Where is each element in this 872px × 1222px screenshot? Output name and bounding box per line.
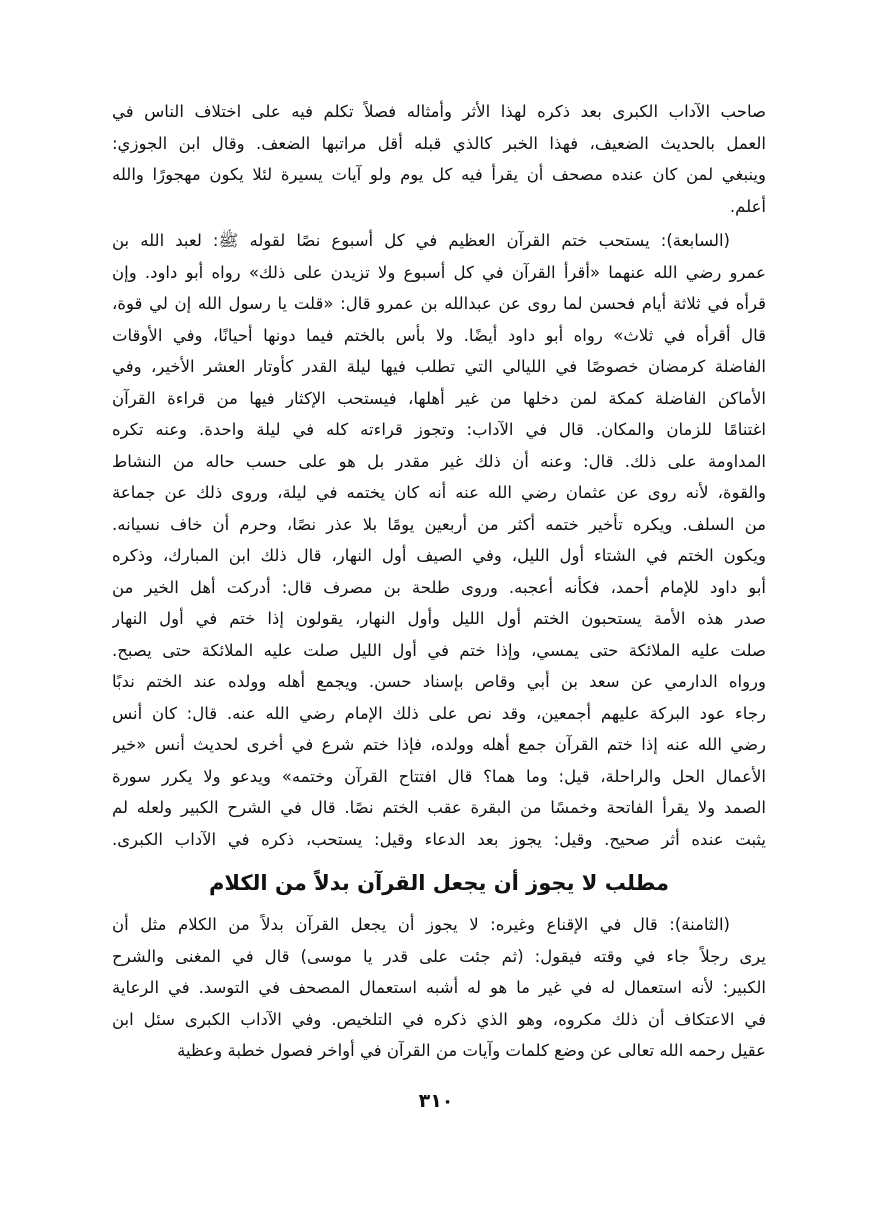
- text-line: الكبير: لأنه استعمال له في غير ما هو له أشبه استعمال المصحف في التوسد. في الرعاية: [112, 978, 766, 997]
- text-line: قرأه في ثلاثة أيام فحسن لما روى عن عبدالله بن عمرو قال: «قلت يا رسول الله إن لي قوة،: [112, 294, 766, 313]
- text-line: (الثامنة): قال في الإقناع وغيره: لا يجوز أن يجعل القرآن بدلاً من الكلام مثل أن: [112, 915, 730, 934]
- paragraph-3: [112, 909, 766, 1067]
- text-line: رضي الله عنه إذا ختم القرآن جمع أهله وولده، فإذا ختم شرع في أخرى لحديث أنس «خير: [112, 735, 766, 754]
- text-line: اغتنامًا للزمان والمكان. قال في الآداب: وتجوز قراءته كله في ليلة واحدة. وعنه تكره: [112, 420, 766, 439]
- paragraph-2: [112, 225, 766, 855]
- text-line: رجاء عود البركة عليهم أجمعين، وقد نص على ذلك الإمام رضي الله عنه. قال: كان أنس: [112, 703, 766, 723]
- page-number: ٣١٠: [418, 1090, 454, 1112]
- text-line: الأماكن الفاضلة كمكة لمن دخلها من غير أهلها، فيستحب الإكثار فيها من قراءة القرآن: [112, 388, 766, 408]
- text-line: المداومة على ذلك. قال: وعنه أن ذلك غير مقدر بل هو على حسب حاله من النشاط: [112, 451, 766, 471]
- text-line: صدر هذه الأمة يستحبون الختم أول الليل وأول النهار، يقولون إذا ختم في أول النهار: [112, 609, 766, 628]
- text-line: ويكون الختم في الشتاء أول الليل، وفي الصيف أول النهار، قال ذلك ابن المبارك، وذكره: [112, 546, 766, 565]
- section-heading: مطلب لا يجوز أن يجعل القرآن بدلاً من الكلام: [209, 871, 669, 895]
- text-line: عقيل رحمه الله تعالى عن وضع كلمات وآيات من القرآن في أواخر فصول خطبة وعظية: [177, 1041, 766, 1060]
- text-line: صلت عليه الملائكة حتى يمسي، وإذا ختم في أول الليل صلت عليه الملائكة حتى يصبح.: [112, 640, 766, 660]
- text-line: والقوة، لأنه روى عن عثمان رضي الله عنه أنه كان يختمه في ليلة، وروى ذلك عن جماعة: [112, 483, 766, 502]
- text-line: أبو داود للإمام أحمد، فكأنه أعجبه. وروى طلحة بن مصرف قال: أدركت أهل الخير من: [112, 577, 766, 597]
- text-line: يرى رجلاً جاء في وقته فيقول: (ثم جئت على قدر يا موسى) قال في المغنى والشرح: [112, 946, 766, 966]
- text-line: ورواه الدارمي عن سعد بن أبي وقاص بإسناد حسن. ويجمع أهله وولده عند الختم ندبًا: [112, 672, 766, 691]
- text-line: الفاضلة كرمضان خصوصًا في الليالي التي تطلب فيها ليلة القدر كأوتار العشر الأخير، وفي: [112, 357, 766, 376]
- text-line: قال أقرأه في ثلاث» رواه أبو داود أيضًا. ولا بأس بالختم فيما دونها أحيانًا، وفي الأوقات: [112, 325, 766, 345]
- text-line: العمل بالحديث الضعيف، فهذا الخبر كالذي قبله أقل مراتبها الضعف. وقال ابن الجوزي:: [112, 133, 766, 153]
- text-line: أعلم.: [729, 196, 766, 216]
- text-line: في الاعتكاف أن ذلك مكروه، وهو الذي ذكره في التلخيص. وفي الآداب الكبرى سئل ابن: [112, 1009, 766, 1029]
- text-line: (السابعة): يستحب ختم القرآن العظيم في كل أسبوع نصًا لقوله ﷺ: لعبد الله بن: [112, 231, 730, 250]
- text-line: الصمد ولا يقرأ الفاتحة وخمسًا من البقرة عقب الختم نصًا. قال في الشرح الكبير ولعله لم: [112, 798, 766, 817]
- page-body: [112, 96, 766, 1070]
- text-line: من السلف. ويكره تأخير ختمه أكثر من أربعين يومًا بلا عذر نصًا، وحرم أن خاف نسيانه.: [112, 514, 766, 534]
- text-line: يثبت عنده أثر صحيح. وقيل: يجوز بعد الدعاء وقيل: يستحب، ذكره في الآداب الكبرى.: [112, 829, 766, 849]
- text-line: الأعمال الحل والراحلة، قيل: وما هما؟ قال افتتاح القرآن وختمه» ويدعو ولا يكرر سورة: [112, 766, 766, 786]
- text-line: عمرو رضي الله عنهما «أقرأ القرآن في كل أسبوع ولا تزيدن على ذلك» رواه أبو داود. وإن: [112, 262, 766, 282]
- text-line: صاحب الآداب الكبرى بعد ذكره لهذا الأثر وأمثاله فصلاً تكلم فيه على اختلاف الناس في: [112, 102, 766, 121]
- paragraph-1: [112, 96, 766, 222]
- text-line: وينبغي لمن كان عنده مصحف أن يقرأ فيه كل يوم ولو آيات يسيرة لئلا يكون مهجورًا والله: [112, 165, 766, 184]
